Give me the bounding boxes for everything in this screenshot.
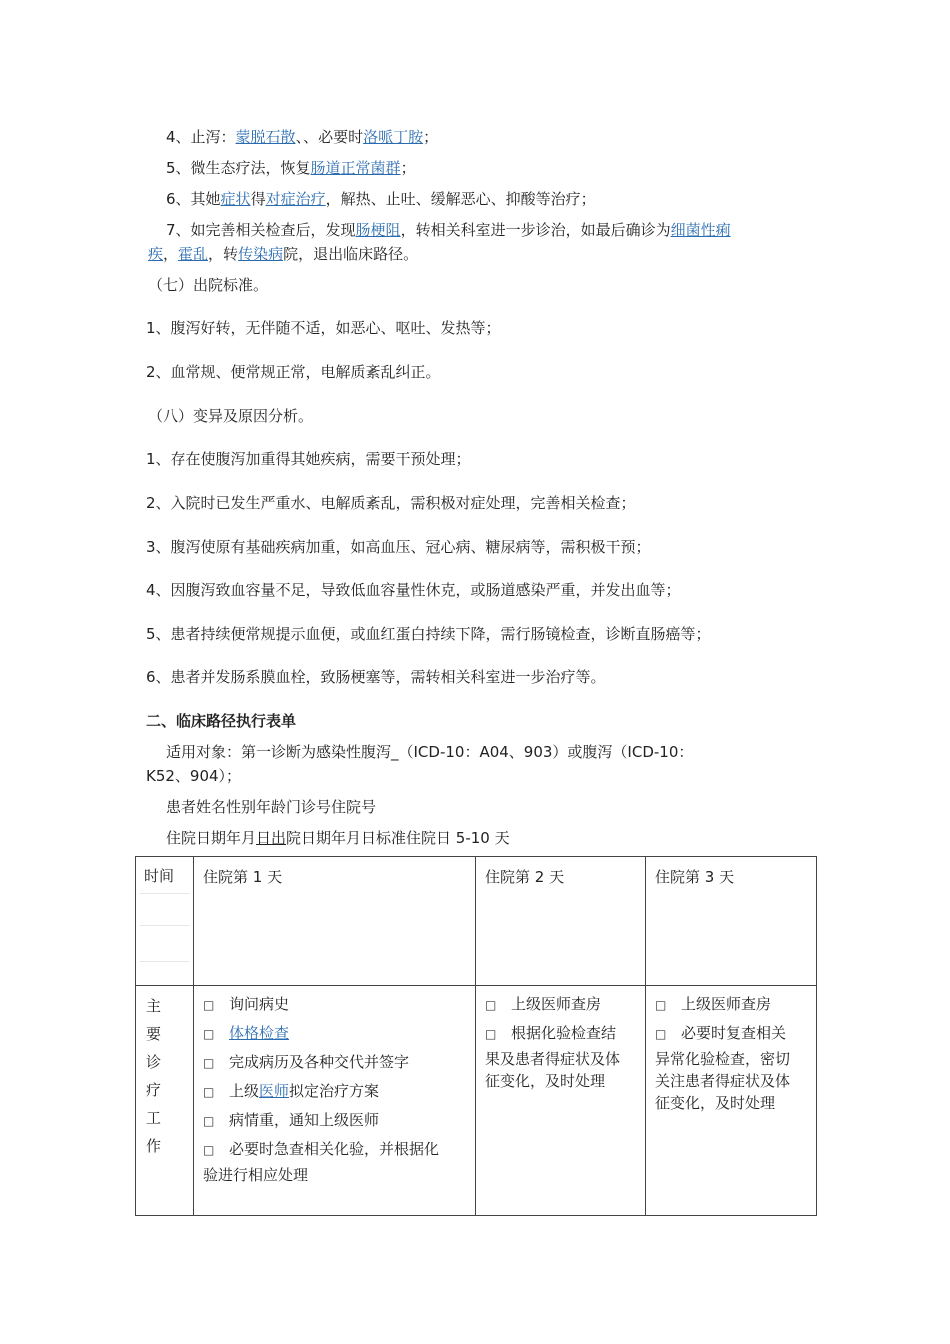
text: ，转 — [208, 245, 239, 263]
variation-heading: （八）变异及原因分析。 — [148, 407, 314, 425]
item-text: 病情重，通知上级医师 — [229, 1111, 380, 1129]
item-text: 必要时急查相关化验，并根据化 — [229, 1140, 440, 1158]
form-heading: 二、临床路径执行表单 — [146, 712, 297, 730]
checkbox-icon[interactable]: □ — [203, 1027, 215, 1041]
link-loperamide[interactable]: 洛哌丁胺 — [363, 128, 424, 146]
link-montmorillonite[interactable]: 蒙脱石散 — [235, 128, 296, 146]
list-item — [203, 1135, 469, 1164]
day2-tasks-cell — [476, 986, 646, 1216]
text: 、、必要时 — [295, 128, 364, 146]
item-text: 果及患者得症状及体 — [485, 1050, 621, 1068]
variation-item: 2、入院时已发生严重水、电解质紊乱，需积极对症处理，完善相关检查； — [146, 494, 636, 512]
divider — [140, 893, 189, 894]
link-symptomatic-treatment[interactable]: 对症治疗 — [265, 190, 326, 208]
item-text: 拟定治疗方案 — [289, 1082, 380, 1100]
table-header-row — [136, 857, 817, 986]
text: 院，退出临床路径。 — [283, 245, 419, 263]
time-label: 时间 — [144, 867, 175, 885]
checkbox-icon[interactable]: □ — [485, 1027, 497, 1041]
item-text: 征变化，及时处理 — [485, 1072, 606, 1090]
day2-header-cell — [476, 857, 646, 986]
text: ； — [400, 159, 416, 177]
row-label-char: 工 — [146, 1109, 162, 1127]
row-label-char: 主 — [146, 997, 162, 1015]
variation-item: 1、存在使腹泻加重得其她疾病，需要干预处理； — [146, 450, 471, 468]
link-cholera[interactable]: 霍乱 — [178, 245, 209, 263]
link-infectious-disease[interactable]: 传染病 — [238, 245, 284, 263]
treatment-item-7 — [166, 219, 731, 241]
list-item — [485, 990, 641, 1019]
list-item — [203, 1106, 469, 1135]
day3-header: 住院第 3 天 — [655, 868, 735, 886]
link-physical-exam[interactable]: 体格检查 — [229, 1024, 290, 1042]
day1-tasks-cell — [194, 986, 476, 1216]
clinical-pathway-table — [135, 856, 817, 1216]
text: 院日期年月日标准住院日 5-10 天 — [286, 829, 510, 847]
item-text: 异常化验检查，密切 — [655, 1050, 791, 1068]
checkbox-icon[interactable]: □ — [485, 998, 497, 1012]
text: 5、微生态疗法，恢复 — [166, 159, 311, 177]
applicable-line-2: K52、904）； — [146, 767, 242, 785]
item-text: 必要时复查相关 — [681, 1024, 787, 1042]
item-text: 征变化，及时处理 — [655, 1094, 776, 1112]
time-header-cell — [136, 857, 194, 986]
list-item — [203, 1048, 469, 1077]
day2-header: 住院第 2 天 — [485, 868, 565, 886]
checkbox-icon[interactable]: □ — [203, 998, 215, 1012]
checkbox-icon[interactable]: □ — [203, 1143, 215, 1157]
text: ， — [163, 245, 179, 263]
link-intestinal-flora[interactable]: 肠道正常菌群 — [310, 159, 401, 177]
list-item — [203, 1019, 469, 1048]
checkbox-icon[interactable]: □ — [203, 1056, 215, 1070]
text: 7、如完善相关检查后，发现 — [166, 221, 356, 239]
applicable-line-1: 适用对象：第一诊断为感染性腹泻_（ICD-10：A04、903）或腹泻（ICD-10： — [166, 743, 694, 761]
variation-item: 3、腹泻使原有基础疾病加重，如高血压、冠心病、糖尿病等，需积极干预； — [146, 538, 651, 556]
item-text: 询问病史 — [229, 995, 290, 1013]
text: ； — [423, 128, 439, 146]
text: 4、止泻： — [166, 128, 236, 146]
table-row-main-work — [136, 986, 817, 1216]
list-item — [485, 1019, 641, 1048]
variation-item: 5、患者持续便常规提示血便，或血红蛋白持续下降，需行肠镜检查，诊断直肠癌等； — [146, 625, 711, 643]
treatment-item-5 — [166, 157, 416, 179]
checkbox-icon[interactable]: □ — [655, 1027, 667, 1041]
checkbox-icon[interactable]: □ — [655, 998, 667, 1012]
text: 6、其她 — [166, 190, 221, 208]
discharge-item: 2、血常规、便常规正常，电解质紊乱纠正。 — [146, 363, 441, 381]
discharge-item: 1、腹泻好转，无伴随不适，如恶心、呕吐、发热等； — [146, 319, 501, 337]
row-label-cell — [136, 986, 194, 1216]
list-item — [203, 1077, 469, 1106]
day3-header-cell — [646, 857, 817, 986]
patient-info-line: 患者姓名性别年龄门诊号住院号 — [166, 798, 377, 816]
underlined-text: 日出 — [256, 829, 287, 847]
divider — [140, 925, 189, 926]
day3-tasks-cell — [646, 986, 817, 1216]
treatment-item-6 — [166, 188, 596, 210]
item-text: 验进行相应处理 — [203, 1166, 309, 1184]
row-label-char: 要 — [146, 1025, 162, 1043]
link-bacillary-dysentery[interactable]: 细菌性痢 — [670, 221, 731, 239]
treatment-item-4 — [166, 126, 438, 148]
item-text: 根据化验检查结 — [511, 1024, 617, 1042]
variation-item: 4、因腹泻致血容量不足，导致低血容量性休克，或肠道感染严重，并发出血等； — [146, 581, 681, 599]
text: ，转相关科室进一步诊治，如最后确诊为 — [400, 221, 671, 239]
item-text: 上级医师查房 — [681, 995, 772, 1013]
day1-header-cell — [194, 857, 476, 986]
row-label — [136, 986, 193, 1160]
list-item — [655, 990, 812, 1019]
row-label-char: 疗 — [146, 1081, 162, 1099]
item-text: 关注患者得症状及体 — [655, 1072, 791, 1090]
checkbox-icon[interactable]: □ — [203, 1085, 215, 1099]
text: 住院日期年月 — [166, 829, 257, 847]
day1-header: 住院第 1 天 — [203, 868, 283, 886]
checkbox-icon[interactable]: □ — [203, 1114, 215, 1128]
item-text: 上级 — [229, 1082, 260, 1100]
row-label-char: 诊 — [146, 1053, 162, 1071]
admission-date-line — [166, 827, 510, 849]
list-item — [655, 1019, 812, 1048]
link-intestinal-obstruction[interactable]: 肠梗阻 — [355, 221, 401, 239]
link-bacillary-dysentery-cont[interactable]: 疾 — [148, 245, 164, 263]
divider — [140, 961, 189, 962]
item-text: 完成病历及各种交代并签字 — [229, 1053, 410, 1071]
link-symptoms[interactable]: 症状 — [220, 190, 251, 208]
text: ，解热、止吐、缓解恶心、抑酸等治疗； — [325, 190, 596, 208]
text: 得 — [250, 190, 266, 208]
discharge-heading: （七）出院标准。 — [148, 276, 269, 294]
link-physician[interactable]: 医师 — [259, 1082, 290, 1100]
treatment-item-7-cont — [148, 243, 418, 265]
item-text: 上级医师查房 — [511, 995, 602, 1013]
list-item — [203, 990, 469, 1019]
variation-item: 6、患者并发肠系膜血栓，致肠梗塞等，需转相关科室进一步治疗等。 — [146, 668, 606, 686]
row-label-char: 作 — [146, 1137, 162, 1155]
